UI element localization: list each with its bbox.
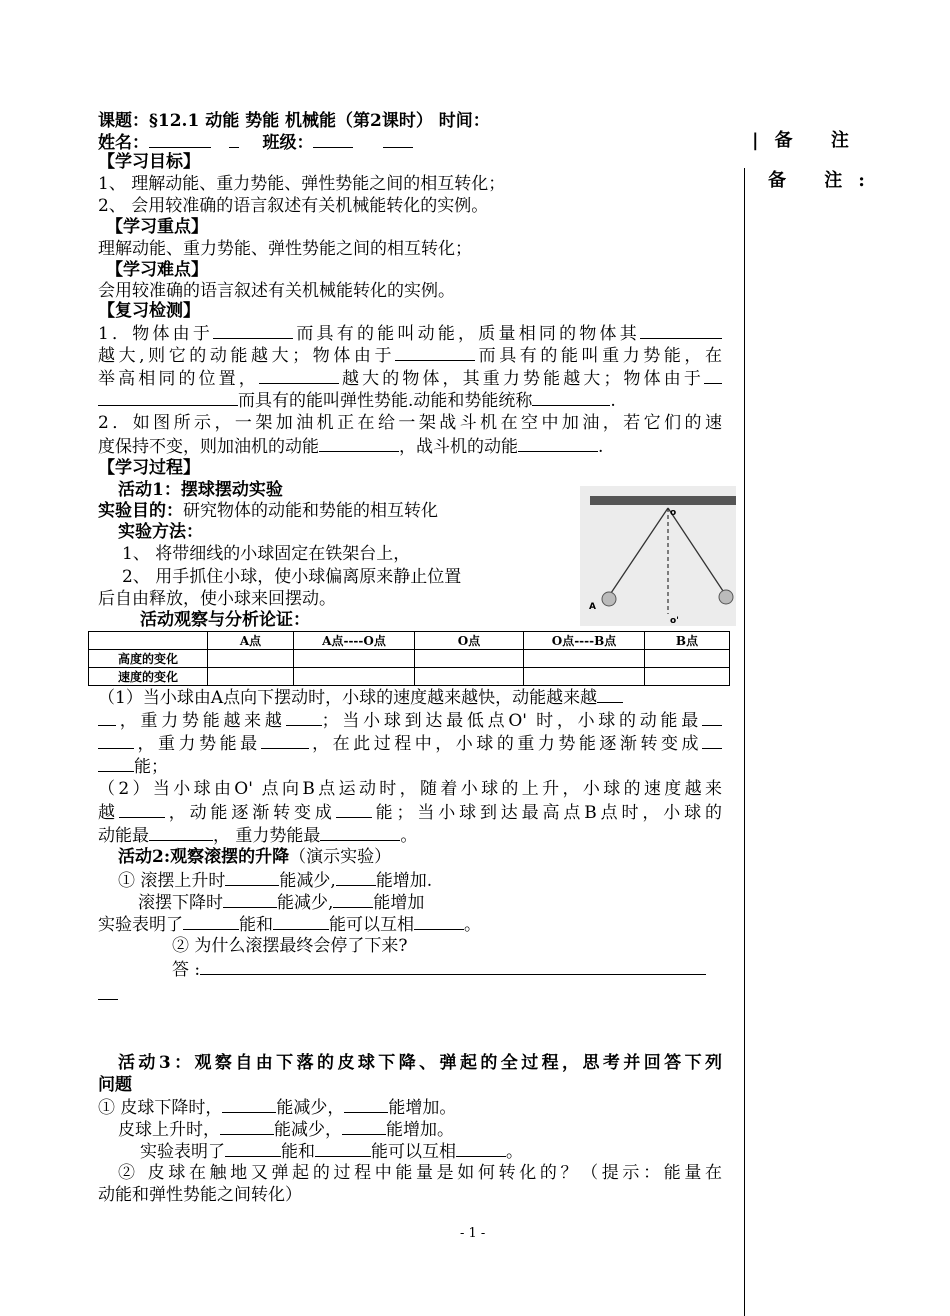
text: 实验表明了 xyxy=(140,1142,225,1162)
table-header-row xyxy=(89,632,730,650)
label-a: A xyxy=(589,602,596,612)
table-header xyxy=(89,632,208,650)
activity2-question: ② 为什么滚摆最终会停了下来? xyxy=(172,936,408,956)
blank[interactable] xyxy=(456,1140,506,1157)
answer-continuation xyxy=(98,983,118,1006)
blank[interactable] xyxy=(342,1118,386,1135)
activity3-question-2: 动能和弹性势能之间转化） xyxy=(98,1185,302,1205)
activity2-line xyxy=(118,869,432,892)
text: 能可以互相 xyxy=(371,1142,456,1162)
text: 举高相同的位置， xyxy=(98,369,259,389)
text: ，战斗机的动能 xyxy=(399,437,518,457)
blank[interactable] xyxy=(395,344,475,361)
margin-divider xyxy=(744,168,745,1316)
review-line xyxy=(98,344,722,367)
blank[interactable] xyxy=(383,131,413,148)
text: 越大的物体，其重力势能越大；物体由于 xyxy=(338,369,705,389)
blank[interactable] xyxy=(333,891,373,908)
key-points-text: 理解动能、重力势能、弹性势能之间的相互转化； xyxy=(98,239,472,259)
text: ，动能逐渐转变成 xyxy=(164,803,336,823)
name-blank[interactable] xyxy=(149,131,211,148)
text: 能；当小球到达最高点B点时，小球的 xyxy=(371,803,723,823)
blank[interactable] xyxy=(261,732,309,749)
note-label: |备 注 xyxy=(752,130,865,151)
text: 。 xyxy=(464,915,481,935)
text: 能减少， xyxy=(274,1120,342,1140)
class-blank[interactable] xyxy=(313,131,353,148)
table-cell[interactable] xyxy=(294,650,415,668)
activity1-title: 活动1：摆球摆动实验 xyxy=(118,480,283,500)
text: 而具有的能叫重力势能，在 xyxy=(475,346,723,366)
text: 能减少, xyxy=(277,893,334,913)
activity2-title xyxy=(118,846,391,868)
blank[interactable] xyxy=(220,1118,274,1135)
text: 滚摆下降时 xyxy=(138,893,223,913)
text: 活动2:观察滚摆的升降 xyxy=(118,847,290,867)
text: ① 滚摆上升时 xyxy=(118,871,226,891)
blank[interactable] xyxy=(518,435,598,452)
blank[interactable] xyxy=(119,801,165,818)
process-heading: 【学习过程】 xyxy=(98,458,200,478)
table-cell[interactable] xyxy=(415,668,524,686)
row-label: 速度的变化 xyxy=(89,668,208,686)
review-line xyxy=(98,367,722,390)
text: 1．物体由于 xyxy=(98,324,214,344)
activity2-line xyxy=(138,891,424,914)
activity3-title-2: 问题 xyxy=(98,1075,132,1095)
table-cell[interactable] xyxy=(208,650,294,668)
difficulties-text: 会用较准确的语言叙述有关机械能转化的实例。 xyxy=(98,281,455,301)
text: 能； xyxy=(134,757,168,777)
blank[interactable] xyxy=(704,367,722,384)
text: 能减少, xyxy=(279,871,336,891)
blank[interactable] xyxy=(319,435,399,452)
text: 皮球上升时， xyxy=(118,1120,220,1140)
pendulum-image xyxy=(580,486,736,626)
text: 能和 xyxy=(281,1142,315,1162)
blank[interactable] xyxy=(414,913,464,930)
text: 。 xyxy=(400,826,418,846)
method-step-2: 2、 用手抓住小球，使小球偏离原来静止位置 xyxy=(122,567,462,587)
blank[interactable] xyxy=(225,869,279,886)
table-header: O点----B点 xyxy=(524,632,645,650)
table-cell[interactable] xyxy=(645,668,730,686)
blank[interactable] xyxy=(597,686,623,703)
blank xyxy=(229,131,239,148)
analysis-line xyxy=(98,824,417,847)
table-cell[interactable] xyxy=(524,668,645,686)
table-header: B点 xyxy=(645,632,730,650)
text: ，在此过程中，小球的重力势能逐渐转变成 xyxy=(308,734,703,754)
blank[interactable] xyxy=(259,367,339,384)
observe-label: 活动观察与分析论证： xyxy=(140,610,310,630)
page-number: - 1 - xyxy=(460,1226,486,1241)
text: 能增加 xyxy=(373,893,425,913)
row-label: 高度的变化 xyxy=(89,650,208,668)
activity2-answer xyxy=(172,958,706,981)
table-header: O点 xyxy=(415,632,524,650)
table-cell[interactable] xyxy=(415,650,524,668)
text: 能减少， xyxy=(276,1098,345,1118)
review-line xyxy=(98,322,722,345)
name-label: 姓名： xyxy=(98,133,149,153)
blank[interactable] xyxy=(286,709,322,726)
blank[interactable] xyxy=(702,709,722,726)
purpose-label: 实验目的： xyxy=(98,501,183,521)
key-points-heading: 【学习重点】 xyxy=(106,217,208,237)
method-step-1: 1、 将带细线的小球固定在铁架台上， xyxy=(122,544,411,564)
blank[interactable] xyxy=(149,824,213,841)
text: 能和 xyxy=(239,915,273,935)
label-o: o xyxy=(670,508,677,518)
analysis-line: （2）当小球由O' 点向B点运动时，随着小球的上升，小球的速度越来 xyxy=(98,779,722,799)
activity3-title: 活动3：观察自由下落的皮球下降、弹起的全过程，思考并回答下列 xyxy=(118,1053,722,1073)
table-cell[interactable] xyxy=(645,650,730,668)
activity3-question: ② 皮球在触地又弹起的过程中能量是如何转化的？（提示：能量在 xyxy=(118,1163,722,1183)
activity3-line xyxy=(98,1096,456,1119)
table-cell[interactable] xyxy=(294,668,415,686)
table-row xyxy=(89,650,730,668)
analysis-line xyxy=(98,709,722,732)
class-label: 班级： xyxy=(262,133,314,153)
blank[interactable] xyxy=(344,1096,388,1113)
text: . xyxy=(598,437,604,457)
activity2-line xyxy=(98,913,481,936)
objectives-heading: 【学习目标】 xyxy=(98,152,200,172)
text: 能增加. xyxy=(375,871,433,891)
activity3-line xyxy=(140,1140,523,1163)
text: 越大,则它的动能越大；物体由于 xyxy=(98,346,396,366)
text: 而具有的能叫弹性势能.动能和势能统称 xyxy=(238,391,533,411)
table-header: A点 xyxy=(208,632,294,650)
blank[interactable] xyxy=(98,755,134,772)
analysis-line xyxy=(98,686,623,709)
blank[interactable] xyxy=(183,913,239,930)
text: （演示实验） xyxy=(289,847,392,867)
text: 答 : xyxy=(172,960,201,980)
text: ， 重力势能最 xyxy=(213,826,321,846)
analysis-line xyxy=(98,732,722,755)
blank[interactable] xyxy=(702,732,722,749)
table-row xyxy=(89,668,730,686)
blank[interactable] xyxy=(98,389,238,406)
blank[interactable] xyxy=(320,824,400,841)
blank[interactable] xyxy=(532,389,610,406)
objective-1: 1、 理解动能、重力势能、弹性势能之间的相互转化； xyxy=(98,174,506,194)
purpose-text: 研究物体的动能和势能的相互转化 xyxy=(183,501,438,521)
blank[interactable] xyxy=(225,1140,281,1157)
text: ，重力势能越来越 xyxy=(116,711,286,731)
answer-blank[interactable] xyxy=(200,958,706,975)
text: 而具有的能叫动能，质量相同的物体其 xyxy=(293,324,640,344)
difficulties-heading: 【学习难点】 xyxy=(106,260,208,280)
activity3-line xyxy=(118,1118,454,1141)
blank[interactable] xyxy=(98,709,116,726)
text: 。 xyxy=(506,1142,523,1162)
blank[interactable] xyxy=(223,891,277,908)
blank[interactable] xyxy=(315,1140,371,1157)
purpose-line xyxy=(98,500,438,522)
blank[interactable] xyxy=(336,801,372,818)
blank[interactable] xyxy=(640,322,722,339)
text: ① 皮球下降时， xyxy=(98,1098,223,1118)
lesson-title: 课题：§12.1 动能 势能 机械能（第2课时） 时间： xyxy=(98,111,490,131)
text: ，重力势能最 xyxy=(134,734,261,754)
text: 越 xyxy=(98,803,119,823)
text: 动能最 xyxy=(98,826,149,846)
blank[interactable] xyxy=(98,983,118,1000)
review-heading: 【复习检测】 xyxy=(98,301,200,321)
text: 能增加。 xyxy=(386,1120,454,1140)
blank[interactable] xyxy=(213,322,293,339)
review-line xyxy=(98,435,603,458)
text: . xyxy=(610,391,616,411)
observation-table xyxy=(88,631,730,686)
review-line: 2．如图所示，一架加油机正在给一架战斗机在空中加油，若它们的速 xyxy=(98,413,722,433)
blank[interactable] xyxy=(222,1096,276,1113)
text: ；当小球到达最低点O' 时，小球的动能最 xyxy=(321,711,703,731)
text: （1）当小球由A点向下摆动时，小球的速度越来越快，动能越来越 xyxy=(98,688,598,708)
blank[interactable] xyxy=(98,732,134,749)
text: 度保持不变，则加油机的动能 xyxy=(98,437,319,457)
text: 能可以互相 xyxy=(329,915,414,935)
method-label: 实验方法： xyxy=(118,522,203,542)
table-cell[interactable] xyxy=(208,668,294,686)
label-o-prime: o' xyxy=(670,616,679,626)
table-header: A点----O点 xyxy=(294,632,415,650)
blank[interactable] xyxy=(336,869,376,886)
analysis-line xyxy=(98,801,722,824)
note-label-2: 备 注: xyxy=(768,170,881,191)
objective-2: 2、 会用较准确的语言叙述有关机械能转化的实例。 xyxy=(98,196,489,216)
review-line xyxy=(98,389,616,412)
method-step-2b: 后自由释放，使小球来回摆动。 xyxy=(98,589,336,609)
text: 能增加。 xyxy=(388,1098,457,1118)
analysis-line xyxy=(98,755,168,778)
text: 实验表明了 xyxy=(98,915,183,935)
table-cell[interactable] xyxy=(524,650,645,668)
blank[interactable] xyxy=(273,913,329,930)
